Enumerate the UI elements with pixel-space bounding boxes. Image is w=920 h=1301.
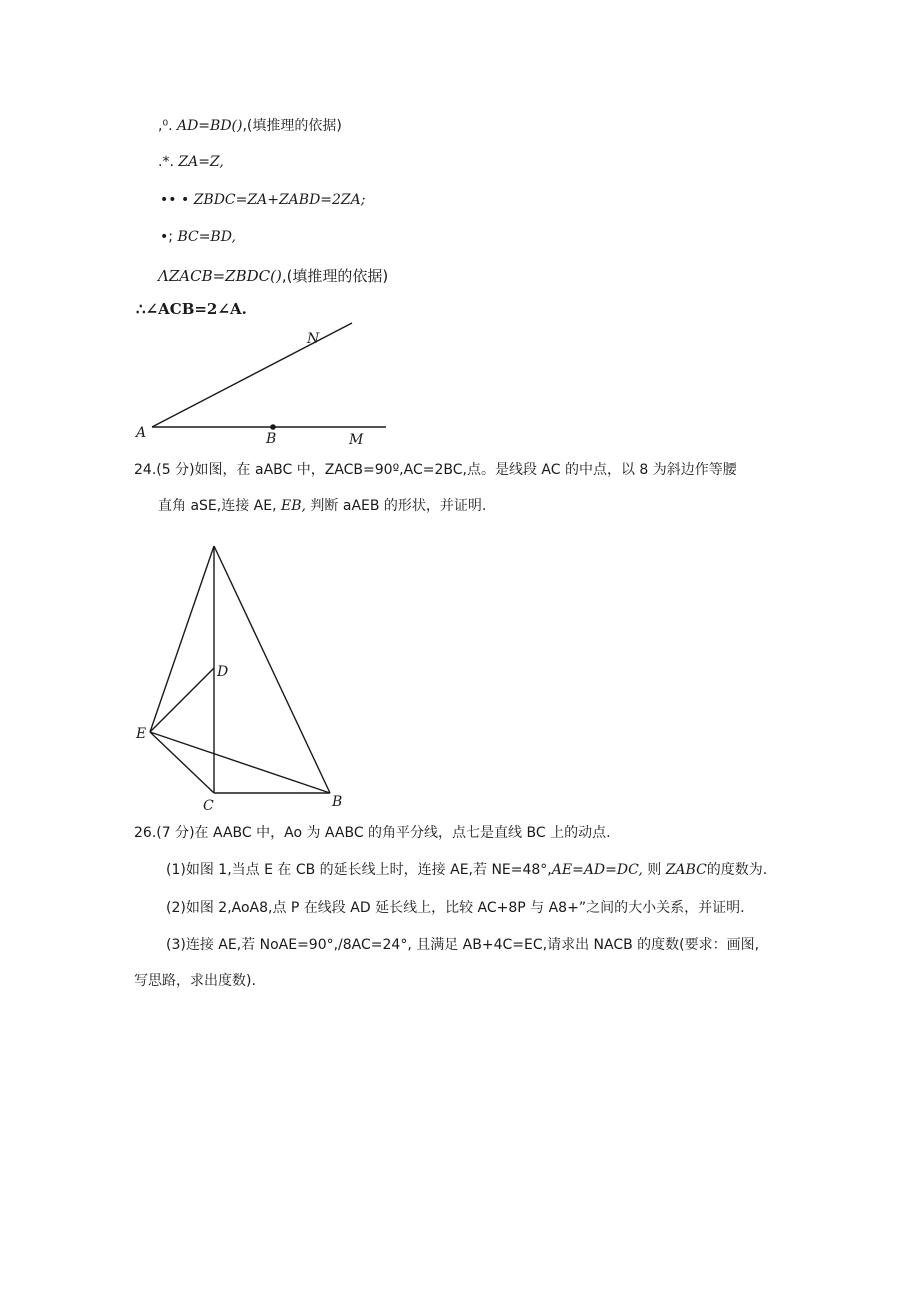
figure-triangle — [128, 538, 358, 818]
label-m: M — [349, 432, 364, 448]
label-d: D — [217, 664, 229, 680]
segment-ae — [150, 546, 214, 732]
proof-line-1-note: ,(填推理的依据) — [242, 118, 342, 134]
q26-part-1-a: (1)如图 1,当点 E 在 CB 的延长线上时，连接 AE,若 NE=48°, — [166, 862, 552, 878]
proof-line-2 — [158, 152, 224, 172]
q24-line-2-a: 直角 aSE,连接 AE, — [158, 498, 277, 514]
proof-line-4 — [160, 227, 236, 247]
label-b2: B — [332, 794, 343, 810]
point-b — [270, 424, 276, 430]
proof-line-5 — [158, 266, 388, 286]
q26-part-1-c: 的度数为. — [706, 862, 768, 878]
q24-line-2 — [158, 496, 486, 516]
q26-part-2: (2)如图 2,AoA8,点 P 在线段 AD 延长线上，比较 AC+8P 与 A8+”之间的大小关系，并证明. — [166, 900, 745, 916]
proof-line-1-prefix: ,⁰. — [158, 118, 173, 134]
proof-line-3-prefix: •• • — [160, 192, 190, 208]
q26-part-1-it: AE=AD=DC, — [551, 862, 643, 878]
segment-ed — [150, 668, 214, 732]
q26-line-1: 26.(7 分)在 AABC 中，Ao 为 AABC 的角平分线，点七是直线 BC 上的动点. — [134, 825, 611, 841]
label-n: N — [307, 331, 320, 347]
proof-line-3-math: ZBDC=ZA+ZABD=2ZA; — [193, 192, 366, 208]
proof-line-1 — [158, 116, 342, 136]
proof-line-4-prefix: •; — [160, 229, 173, 245]
proof-line-2-math: ZA=Z, — [178, 154, 224, 170]
q24-line-2-b: 判断 aAEB 的形状，并证明. — [310, 498, 487, 514]
proof-line-4-math: BC=BD, — [177, 229, 236, 245]
segment-eb — [150, 732, 330, 793]
proof-line-5-math: ΛZACB=ZBDC() — [158, 267, 282, 285]
ray-an — [152, 323, 352, 427]
figure-angle — [130, 315, 400, 450]
q26-part-3-line-2: 写思路，求出度数). — [134, 973, 256, 989]
proof-line-1-math: AD=BD — [176, 118, 232, 134]
segment-ab — [214, 546, 330, 793]
q24-line-1: 24.(5 分)如图，在 aABC 中，ZACB=90º,AC=2BC,点。是线段 AC 的中点，以 8 为斜边作等腰 — [134, 462, 737, 478]
label-c: C — [203, 798, 214, 814]
proof-conclusion: ∴∠ACB=2∠A. — [136, 300, 247, 318]
proof-line-1-paren: () — [231, 118, 243, 134]
q26-part-1-it2: ZABC — [665, 862, 707, 878]
label-b: B — [266, 431, 277, 447]
q26-part-1-b: 则 — [647, 862, 662, 878]
proof-line-5-note: ,(填推理的依据) — [281, 267, 389, 285]
label-a: A — [136, 425, 147, 441]
q24-line-2-it: EB, — [281, 498, 306, 514]
q26-part-3-line-1: (3)连接 AE,若 NoAE=90°,/8AC=24°, 且满足 AB+4C=EC,请求出 NACB 的度数(要求：画图, — [166, 937, 760, 953]
q26-part-1 — [166, 860, 767, 880]
proof-line-2-prefix: .*. — [158, 154, 174, 170]
proof-line-3 — [160, 190, 365, 210]
segment-ec — [150, 732, 214, 793]
label-e: E — [136, 726, 147, 742]
